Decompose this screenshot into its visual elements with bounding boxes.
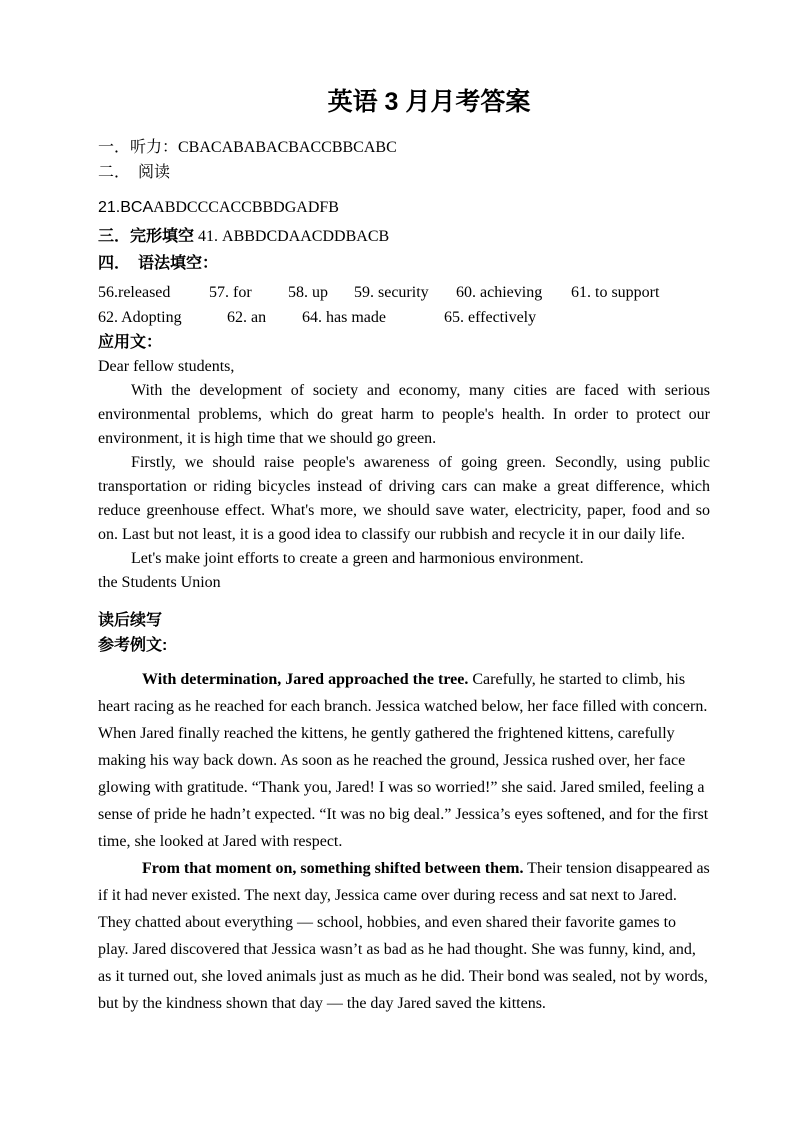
answer-item-56: 56.released — [98, 284, 171, 301]
answer-item-58: 58. up — [288, 284, 328, 301]
answer-item-57: 57. for — [209, 284, 252, 301]
letter-body — [98, 355, 710, 595]
practical-writing-heading: 应用文： — [98, 334, 163, 351]
sample-essay-heading: 参考例文: — [98, 637, 168, 654]
letter-paragraph-3: Let's make joint efforts to create a green and harmonious environment. — [131, 550, 584, 567]
exam-title: 英语 3 月月考答案 — [327, 88, 531, 116]
reading-answers-lead: 21.BCA — [98, 199, 154, 216]
grammar-answers-row-1 — [98, 280, 710, 305]
answer-item-61: 61. to support — [571, 284, 660, 301]
cloze-answers-line — [98, 224, 710, 249]
reading-section-line: 二． 阅读 — [98, 164, 171, 181]
paragraph-1-text: Carefully, he started to climb, his heart racing as he reached for each branch. Jessica watched below, her face filled with concern. When Jared finally reached the kittens, he gently gathered the frightened kittens, carefully making his way back down. As soon as he reached the ground, Jessica rushed over, her face glowing with gratitude. “Thank you, Jared! I was so worried!” she said. Jared smiled, feeling a sense of pride he hadn’t expected. “It was no big deal.” Jessica’s eyes softened, and for the first time, she looked at Jared with respect. — [98, 671, 709, 850]
answer-item-65: 65. effectively — [444, 309, 537, 326]
letter-paragraph-1: With the development of society and economy, many cities are faced with serious environmental problems, which do great harm to people's health. In order to protect our environment, it is high time that we should go green. — [98, 382, 710, 447]
reading-answers-rest: ABDCCCACCBBDGADFB — [153, 199, 339, 216]
cloze-answers: 41. ABBDCDAACDDBACB — [198, 228, 390, 245]
paragraph-2-bold-lead: From that moment on, something shifted between them. — [142, 860, 524, 877]
paragraph-2-text: Their tension disappeared as if it had never existed. The next day, Jessica came over during recess and sat next to Jared. They chatted about everything — school, hobbies, and even shared their favorite games to play. Jared discovered that Jessica wasn’t as bad as he had thought. She was funny, kind, and, as it turned out, she loved animals just as much as he did. Their bond was sealed, not by words, but by the kindness shown that day — the day Jared saved the kittens. — [98, 860, 710, 1012]
answer-item-60: 60. achieving — [456, 284, 543, 301]
letter-salutation: Dear fellow students, — [98, 358, 235, 375]
answer-item-62b: 62. an — [227, 309, 267, 326]
narrative-paragraph-1 — [98, 666, 710, 855]
grammar-answers-row-2 — [98, 305, 710, 330]
listening-answers-line: 一．听力：CBACABABACBACCBBCABC — [98, 139, 397, 156]
answer-item-59: 59. security — [354, 284, 429, 301]
paragraph-1-bold-lead: With determination, Jared approached the tree. — [142, 671, 469, 688]
answer-item-64: 64. has made — [302, 309, 386, 326]
continuation-heading: 读后续写 — [98, 612, 163, 629]
cloze-heading: 三．完形填空 — [98, 228, 195, 245]
reading-answers-line — [98, 195, 710, 220]
answer-item-62a: 62. Adopting — [98, 309, 182, 326]
grammar-heading-line: 四． 语法填空： — [98, 255, 219, 272]
letter-paragraph-2: Firstly, we should raise people's awareness of going green. Secondly, using public transportation or riding bicycles instead of driving cars can make a great difference, which reduce greenhouse effect. What's more, we should save water, electricity, paper, food and so on. Last but not least, it is a good idea to classify our rubbish and recycle it in our daily life. — [98, 454, 710, 543]
letter-signature: the Students Union — [98, 574, 221, 591]
narrative-paragraph-2 — [98, 855, 710, 1017]
continuation-body — [98, 666, 710, 1017]
